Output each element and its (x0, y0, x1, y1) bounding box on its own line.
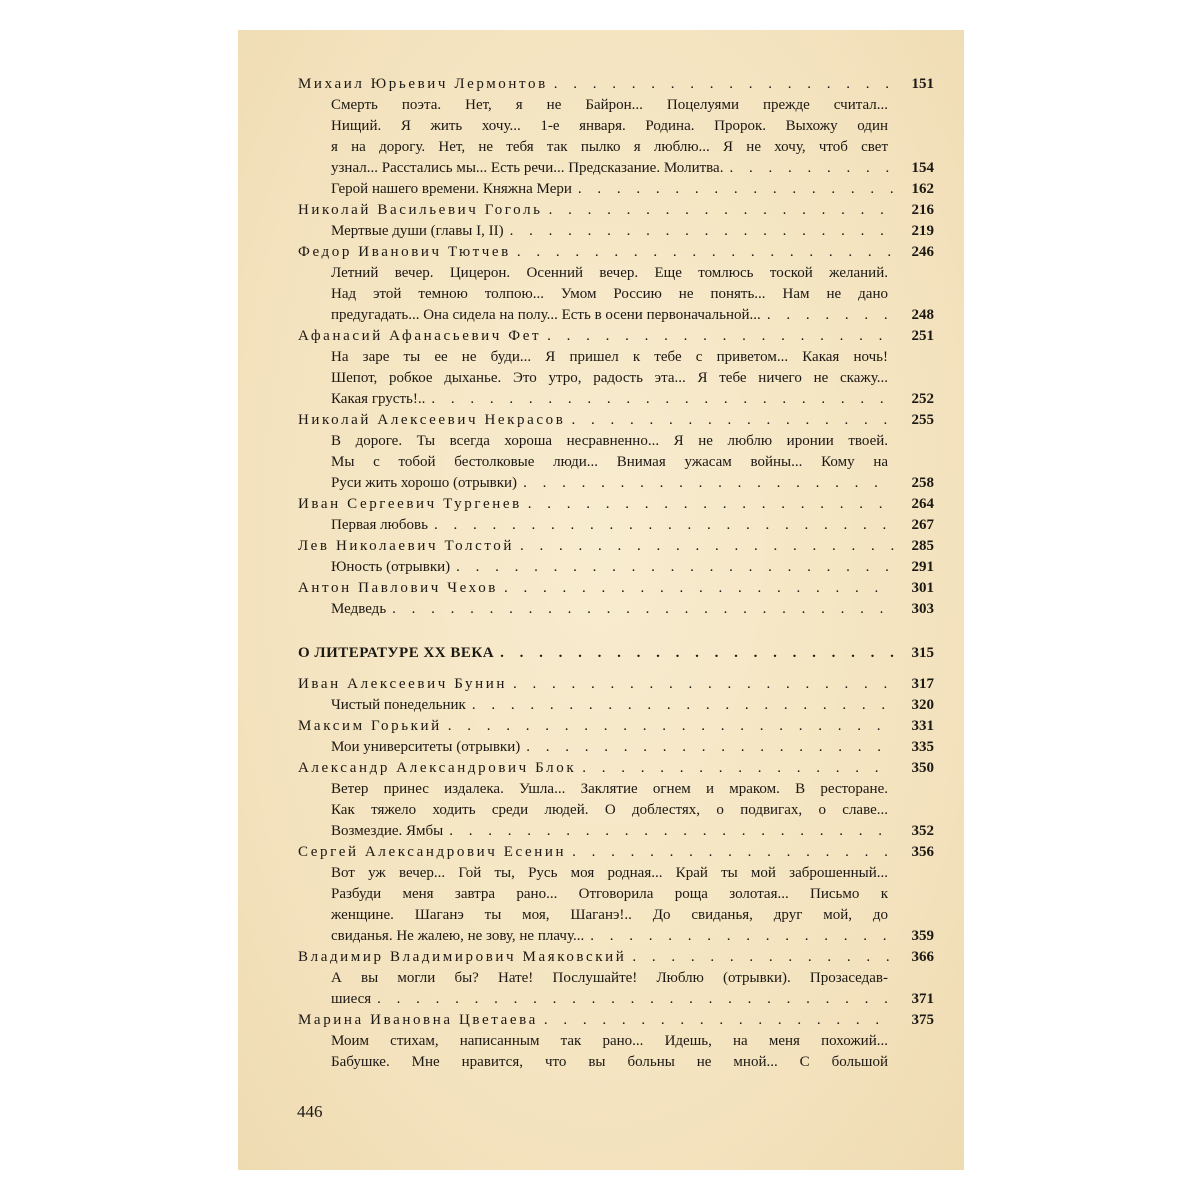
toc-entry-title: Какая грусть!.. (331, 391, 426, 407)
leader-dots (500, 643, 894, 664)
toc-page-number: 219 (911, 223, 934, 239)
leader-dots (528, 494, 894, 515)
leader-dots (549, 200, 894, 221)
toc-entry-title: свиданья. Не жалею, не зову, не плачу... (331, 928, 585, 944)
leader-dots (526, 737, 894, 758)
leader-dots (582, 758, 894, 779)
toc-page-number: 303 (911, 601, 934, 617)
leader-dots (572, 842, 894, 863)
toc-work-entry (298, 989, 934, 1010)
toc-page-number: 291 (911, 559, 934, 575)
toc-page-number: 350 (911, 760, 934, 776)
toc-text-line: Бабушке. Мне нравится, что вы больны не мной... С большой (331, 1054, 888, 1070)
toc-page-number: 216 (911, 202, 934, 218)
table-of-contents (298, 74, 934, 1073)
toc-work-entry (298, 821, 934, 842)
toc-text-line: Разбуди меня завтра рано... Отговорила роща золотая... Письмо к (331, 886, 888, 902)
toc-page-number: 264 (911, 496, 934, 512)
toc-author-entry (298, 494, 934, 515)
toc-entry-title: Антон Павлович Чехов (298, 580, 498, 596)
toc-work-entry (298, 695, 934, 716)
leader-dots (578, 179, 894, 200)
toc-entry-title: Афанасий Афанасьевич Фет (298, 328, 542, 344)
toc-work-entry (298, 158, 934, 179)
toc-author-entry (298, 842, 934, 863)
toc-entry-title: узнал... Расстались мы... Есть речи... Предсказание. Молитва. (331, 160, 724, 176)
leader-dots (431, 389, 894, 410)
toc-entry-title: Максим Горький (298, 718, 442, 734)
toc-page-number: 258 (911, 475, 934, 491)
toc-author-entry (298, 674, 934, 695)
toc-entry-title: Николай Васильевич Гоголь (298, 202, 543, 218)
leader-dots (434, 515, 894, 536)
leader-dots (544, 1010, 894, 1031)
toc-entry-title: Мертвые души (главы I, II) (331, 223, 504, 239)
toc-entry-title: Александр Александрович Блок (298, 760, 577, 776)
toc-text-line: женщине. Шаганэ ты моя, Шаганэ!.. До свиданья, друг мой, до (331, 907, 888, 923)
toc-work-entry (298, 557, 934, 578)
toc-author-entry (298, 578, 934, 599)
toc-page-number: 154 (911, 160, 934, 176)
toc-entry-title: Юность (отрывки) (331, 559, 451, 575)
toc-section-entry (298, 643, 934, 664)
book-page (238, 30, 964, 1170)
leader-dots (513, 674, 894, 695)
toc-entry-title: Лев Николаевич Толстой (298, 538, 515, 554)
toc-entry-title: Владимир Владимирович Маяковский (298, 949, 627, 965)
toc-entry-title: Федор Иванович Тютчев (298, 244, 511, 260)
toc-author-entry (298, 536, 934, 557)
toc-page-number: 331 (911, 718, 934, 734)
toc-text-line: А вы могли бы? Нате! Послушайте! Люблю (отрывки). Прозаседав- (331, 970, 888, 986)
toc-page-number: 335 (911, 739, 934, 755)
toc-work-entry (298, 599, 934, 620)
toc-entry-title: Михаил Юрьевич Лермонтов (298, 76, 548, 92)
toc-page-number: 255 (911, 412, 934, 428)
toc-work-entry (298, 389, 934, 410)
toc-page-number: 317 (911, 676, 934, 692)
toc-page-number: 359 (911, 928, 934, 944)
toc-author-entry (298, 410, 934, 431)
toc-page-number: 246 (911, 244, 934, 260)
toc-text-line: Моим стихам, написанным так рано... Идешь, на меня похожий... (331, 1033, 888, 1049)
toc-author-entry (298, 758, 934, 779)
toc-work-entry (298, 179, 934, 200)
leader-dots (377, 989, 894, 1010)
leader-dots (554, 74, 894, 95)
toc-entry-title: шиеся (331, 991, 372, 1007)
toc-author-entry (298, 716, 934, 737)
leader-dots (510, 221, 894, 242)
leader-dots (767, 305, 894, 326)
leader-dots (729, 158, 894, 179)
leader-dots (547, 326, 894, 347)
leader-dots (571, 410, 894, 431)
leader-dots (456, 557, 894, 578)
toc-page-number: 267 (911, 517, 934, 533)
toc-page-number: 301 (911, 580, 934, 596)
toc-work-entry (298, 926, 934, 947)
toc-author-entry (298, 200, 934, 221)
toc-entry-title: Руси жить хорошо (отрывки) (331, 475, 518, 491)
toc-author-entry (298, 326, 934, 347)
toc-text-line: Летний вечер. Цицерон. Осенний вечер. Еще томлюсь тоской желаний. (331, 265, 888, 281)
toc-page-number: 366 (911, 949, 934, 965)
toc-text-line: Вот уж вечер... Гой ты, Русь моя родная... Край ты мой заброшенный... (331, 865, 888, 881)
toc-page-number: 285 (911, 538, 934, 554)
leader-dots (392, 599, 894, 620)
toc-entry-title: Иван Сергеевич Тургенев (298, 496, 522, 512)
toc-author-entry (298, 947, 934, 968)
toc-page-number: 251 (911, 328, 934, 344)
page-number: 446 (297, 1102, 323, 1121)
leader-dots (449, 821, 894, 842)
toc-text-line: Как тяжело ходить среди людей. О доблестях, о подвигах, о славе... (331, 802, 888, 818)
toc-work-entry (298, 221, 934, 242)
leader-dots (520, 536, 894, 557)
toc-text-line: Нищий. Я жить хочу... 1-е января. Родина. Пророк. Выхожу один (331, 118, 888, 134)
toc-text-line: Шепот, робкое дыханье. Это утро, радость эта... Я тебе ничего не скажу... (331, 370, 888, 386)
leader-dots (517, 242, 894, 263)
toc-entry-title: Марина Ивановна Цветаева (298, 1012, 538, 1028)
toc-entry-title: Николай Алексеевич Некрасов (298, 412, 566, 428)
toc-entry-title: Герой нашего времени. Княжна Мери (331, 181, 572, 197)
leader-dots (523, 473, 894, 494)
toc-author-entry (298, 242, 934, 263)
toc-entry-title: Мои университеты (отрывки) (331, 739, 521, 755)
toc-page-number: 248 (911, 307, 934, 323)
toc-entry-title: Возмездие. Ямбы (331, 823, 444, 839)
leader-dots (504, 578, 894, 599)
toc-text-line: В дороге. Ты всегда хороша несравненно... Я не люблю иронии твоей. (331, 433, 888, 449)
toc-work-entry (298, 737, 934, 758)
toc-page-number: 375 (911, 1012, 934, 1028)
toc-entry-title: О ЛИТЕРАТУРЕ XX ВЕКА (298, 645, 495, 661)
toc-page-number: 356 (911, 844, 934, 860)
toc-text-line: На заре ты ее не буди... Я пришел к тебе с приветом... Какая ночь! (331, 349, 888, 365)
leader-dots (472, 695, 894, 716)
toc-entry-title: Иван Алексеевич Бунин (298, 676, 508, 692)
leader-dots (590, 926, 894, 947)
toc-page-number: 252 (911, 391, 934, 407)
toc-text-line: я на дорогу. Нет, не тебя так пылко я люблю... Я не хочу, чтоб свет (331, 139, 888, 155)
toc-work-entry (298, 473, 934, 494)
toc-work-entry (298, 305, 934, 326)
toc-entry-title: предугадать... Она сидела на полу... Есть в осени первоначальной... (331, 307, 761, 323)
toc-author-entry (298, 1010, 934, 1031)
toc-entry-title: Первая любовь (331, 517, 428, 533)
toc-page-number: 162 (911, 181, 934, 197)
toc-text-line: Ветер принес издалека. Ушла... Заклятие огнем и мраком. В ресторане. (331, 781, 888, 797)
toc-entry-title: Чистый понедельник (331, 697, 466, 713)
toc-page-number: 320 (911, 697, 934, 713)
toc-text-line: Мы с тобой бестолковые люди... Внимая ужасам войны... Кому на (331, 454, 888, 470)
toc-author-entry (298, 74, 934, 95)
toc-entry-title: Медведь (331, 601, 387, 617)
toc-work-entry (298, 515, 934, 536)
toc-page-number: 352 (911, 823, 934, 839)
leader-dots (632, 947, 894, 968)
toc-entry-title: Сергей Александрович Есенин (298, 844, 567, 860)
toc-page-number: 151 (911, 76, 934, 92)
leader-dots (448, 716, 894, 737)
toc-text-line: Смерть поэта. Нет, я не Байрон... Поцелуями прежде считал... (331, 97, 888, 113)
toc-page-number: 315 (911, 645, 934, 661)
toc-text-line: Над этой темною толпою... Умом Россию не понять... Нам не дано (331, 286, 888, 302)
toc-page-number: 371 (911, 991, 934, 1007)
